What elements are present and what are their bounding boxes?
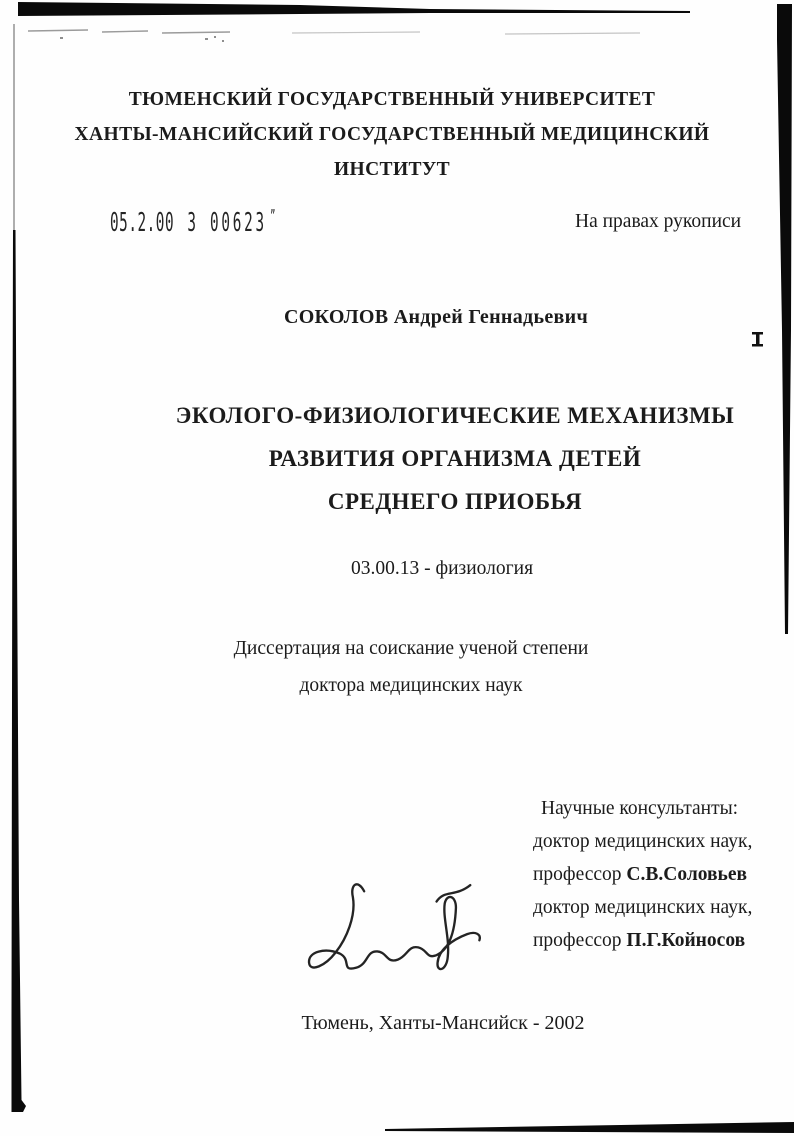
bottom-edge-scan-bar — [385, 1122, 794, 1133]
degree-statement — [28, 630, 794, 704]
title-line-2: РАЗВИТИЯ ОРГАНИЗМА ДЕТЕЙ — [268, 446, 642, 471]
title-line-1: ЭКОЛОГО-ФИЗИОЛОГИЧЕСКИЕ МЕХАНИЗМЫ — [175, 403, 735, 428]
title-line-3: СРЕДНЕГО ПРИОБЬЯ — [327, 489, 583, 514]
specialty-code: 03.00.13 - физиология — [350, 558, 534, 579]
institution-line-2: ХАНТЫ-МАНСИЙСКИЙ ГОСУДАРСТВЕННЫЙ МЕДИЦИНСКИЙ — [74, 124, 710, 145]
author-name: СОКОЛОВ Андрей Геннадьевич — [283, 306, 589, 328]
consultants-block — [533, 792, 752, 957]
imprint-line: Тюмень, Ханты-Мансийск - 2002 — [301, 1012, 585, 1034]
pencil-dash-marks — [28, 30, 230, 33]
institution-line-1: ТЮМЕНСКИЙ ГОСУДАРСТВЕННЫЙ УНИВЕРСИТЕТ — [128, 89, 656, 110]
pencil-speck-marks — [60, 36, 224, 42]
consultant2-degree: доктор медицинских наук, — [533, 897, 753, 918]
handwritten-signature — [306, 876, 510, 980]
degree-line-2: доктора медицинских наук — [299, 675, 523, 696]
stray-letter-mark — [752, 332, 763, 347]
stamp-number: 3 00623 — [187, 208, 267, 238]
stamp-code: 05.2.00 — [110, 208, 175, 238]
catalog-stamp — [110, 206, 275, 238]
manuscript-rights-note: На правах рукописи — [575, 211, 742, 232]
consultant1-degree: доктор медицинских наук, — [533, 831, 753, 852]
consultants-heading: Научные консультанты: — [541, 798, 739, 819]
top-edge-scan-bar — [18, 2, 690, 16]
stamp-quote-mark: ” — [270, 206, 276, 225]
consultant1-name: С.В.Соловьев — [626, 864, 748, 885]
institution-header — [0, 82, 784, 187]
consultant2-line — [533, 924, 752, 957]
pencil-dash-marks-faint — [292, 32, 640, 34]
left-edge-scan-line — [12, 230, 27, 1112]
consultant1-line — [533, 858, 752, 891]
consultant2-name: П.Г.Койносов — [626, 930, 746, 951]
institution-line-3: ИНСТИТУТ — [333, 159, 451, 180]
signature-stroke — [309, 884, 480, 969]
consultant2-rank: профессор — [533, 930, 622, 951]
degree-line-1: Диссертация на соискание ученой степени — [233, 638, 589, 659]
dissertation-title — [116, 394, 794, 523]
consultant1-rank: профессор — [533, 864, 622, 885]
